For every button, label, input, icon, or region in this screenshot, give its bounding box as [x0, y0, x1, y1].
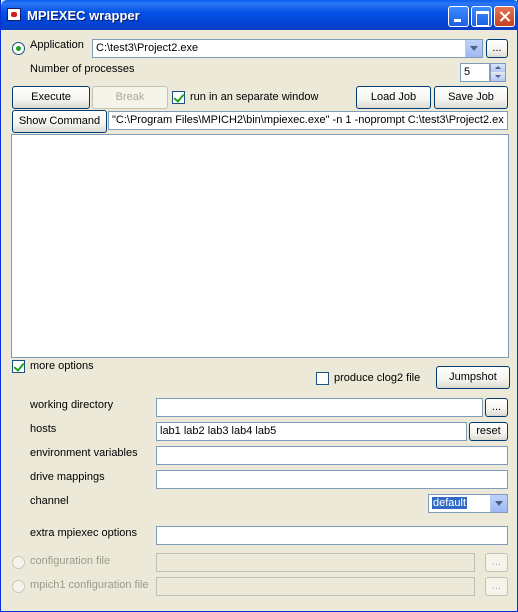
processes-input[interactable] — [460, 63, 490, 82]
extra-options-input[interactable] — [156, 526, 508, 545]
processes-label: Number of processes — [30, 63, 135, 75]
mpich1-configuration-file-radio[interactable] — [12, 580, 25, 593]
working-directory-browse-button[interactable]: ... — [485, 398, 508, 417]
output-textarea[interactable] — [11, 134, 509, 358]
spin-up-icon[interactable] — [491, 64, 505, 72]
processes-spinner[interactable] — [490, 63, 506, 82]
hosts-value: lab1 lab2 lab3 lab4 lab5 — [160, 425, 277, 437]
drive-mappings-label: drive mappings — [30, 471, 105, 483]
window-title: MPIEXEC wrapper — [27, 8, 140, 23]
load-job-button[interactable]: Load Job — [356, 86, 431, 109]
jumpshot-button[interactable]: Jumpshot — [436, 366, 510, 389]
more-options-checkbox[interactable] — [12, 360, 25, 373]
extra-options-label: extra mpiexec options — [30, 527, 137, 539]
title-bar[interactable] — [1, 0, 518, 30]
command-text: "C:\Program Files\MPICH2\bin\mpiexec.exe" -n 1 -noprompt C:\test3\Project2.ex — [112, 114, 504, 126]
mpich1-configuration-file-browse-button[interactable]: ... — [485, 577, 508, 596]
environment-variables-input[interactable] — [156, 446, 508, 465]
save-job-button[interactable]: Save Job — [434, 86, 508, 109]
close-icon[interactable] — [494, 6, 515, 27]
application-radio[interactable] — [12, 42, 25, 55]
spin-down-icon[interactable] — [491, 73, 505, 81]
app-icon — [7, 8, 21, 21]
minimize-icon[interactable] — [448, 6, 469, 27]
separate-window-checkbox[interactable] — [172, 91, 185, 104]
show-command-button[interactable]: Show Command — [12, 110, 107, 133]
working-directory-input[interactable] — [156, 398, 483, 417]
channel-label: channel — [30, 495, 69, 507]
configuration-file-radio[interactable] — [12, 556, 25, 569]
configuration-file-label: configuration file — [30, 555, 111, 567]
chevron-down-icon[interactable] — [465, 40, 482, 57]
produce-clog2-label: produce clog2 file — [334, 372, 421, 384]
hosts-reset-button[interactable]: reset — [469, 422, 508, 441]
application-dropdown[interactable] — [92, 39, 483, 58]
application-browse-button[interactable]: ... — [486, 39, 508, 58]
maximize-icon[interactable] — [471, 6, 492, 27]
processes-value: 5 — [464, 66, 471, 78]
more-options-label: more options — [30, 360, 94, 372]
drive-mappings-input[interactable] — [156, 470, 508, 489]
break-button[interactable]: Break — [92, 86, 168, 109]
hosts-label: hosts — [30, 423, 57, 435]
application-label: Application — [30, 39, 84, 51]
configuration-file-browse-button[interactable]: ... — [485, 553, 508, 572]
produce-clog2-checkbox[interactable] — [316, 372, 329, 385]
channel-chevron-down-icon[interactable] — [490, 495, 507, 512]
environment-variables-label: environment variables — [30, 447, 138, 459]
application-value: C:\test3\Project2.exe — [96, 42, 199, 54]
execute-button[interactable]: Execute — [12, 86, 90, 109]
mpich1-configuration-file-label: mpich1 configuration file — [30, 579, 149, 591]
configuration-file-input[interactable] — [156, 553, 475, 572]
command-display[interactable] — [108, 111, 508, 130]
mpich1-configuration-file-input[interactable] — [156, 577, 475, 596]
separate-window-label: run in an separate window — [190, 91, 319, 103]
working-directory-label: working directory — [30, 399, 114, 411]
channel-value: default — [433, 497, 467, 509]
hosts-input[interactable] — [156, 422, 467, 441]
